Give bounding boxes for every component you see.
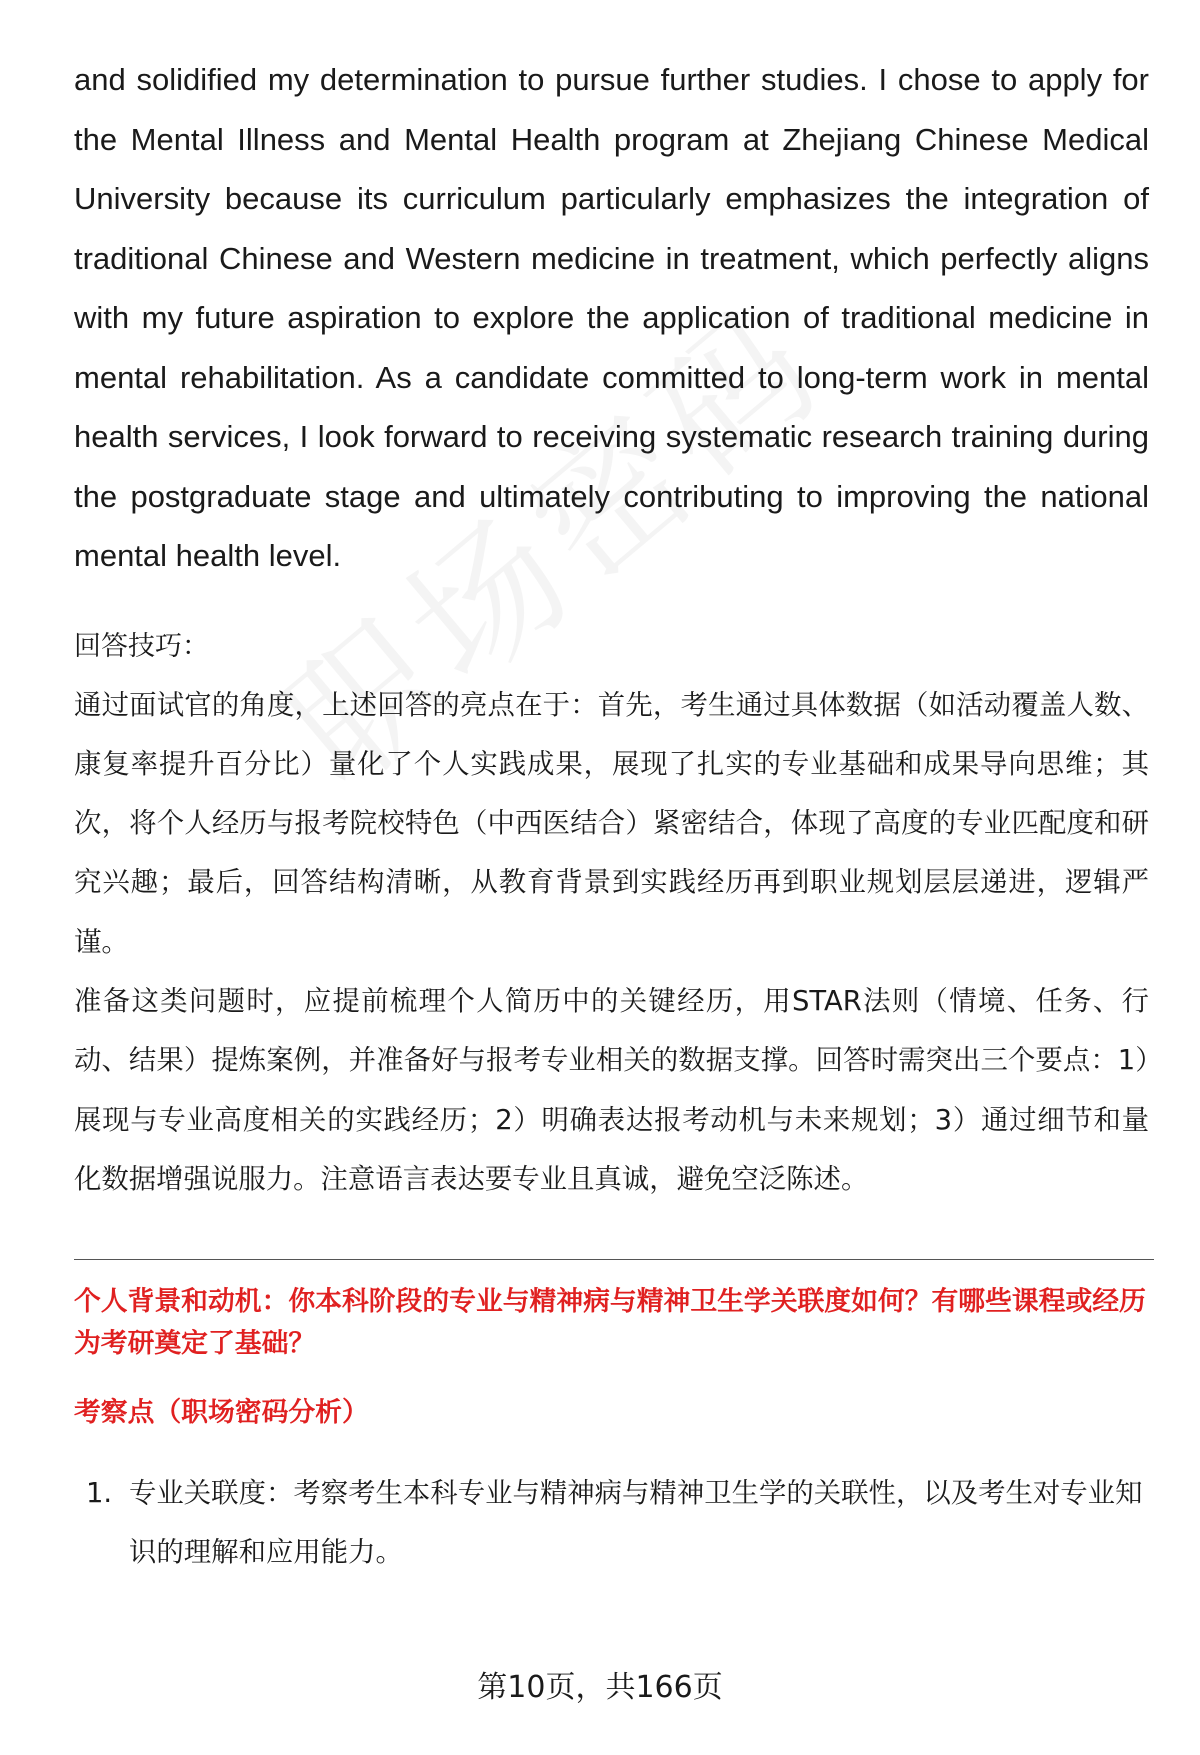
list-item-text: 专业关联度：考察考生本科专业与精神病与精神卫生学的关联性，以及考生对专业知识的理解和应用能力。 <box>129 1478 1143 1569</box>
focus-heading: 考察点（职场密码分析） <box>74 1397 369 1429</box>
page-number: 第10页，共166页 <box>477 1670 723 1705</box>
tips-paragraph-2: 准备这类问题时，应提前梳理个人简历中的关键经历，用STAR法则（情境、任务、行动、结果）提炼案例，并准备好与报考专业相关的数据支撑。回答时需突出三个要点：1）展现与专业高度相关的实践经历；2）明确表达报考动机与未来规划；3）通过细节和量化数据增强说服力。注意语言表达要专业且真诚，避免空泛陈述。 <box>74 985 1149 1195</box>
question-heading: 个人背景和动机：你本科阶段的专业与精神病与精神卫生学关联度如何？有哪些课程或经历为考研奠定了基础？ <box>74 1286 1146 1360</box>
focus-points-list <box>74 1464 1149 1582</box>
page-content <box>74 50 1149 1582</box>
tips-paragraph-1: 通过面试官的角度，上述回答的亮点在于：首先，考生通过具体数据（如活动覆盖人数、康复率提升百分比）量化了个人实践成果，展现了扎实的专业基础和成果导向思维；其次，将个人经历与报考院校特色（中西医结合）紧密结合，体现了高度的专业匹配度和研究兴趣；最后，回答结构清晰，从教育背景到实践经历再到职业规划层层递进，逻辑严谨。 <box>74 689 1149 958</box>
list-item-number: 1. <box>86 1478 113 1510</box>
english-paragraph: and solidified my determination to pursue further studies. I chose to apply for the Mental Illness and Mental Health program at Zhejiang Chinese Medical University because its curriculum particularly emphasizes the integration of traditional Chinese and Western medicine in treatment, which perfectly aligns with my future aspiration to explore the application of traditional medicine in mental rehabilitation. As a candidate committed to long-term work in mental health services, I look forward to receiving systematic research training during the postgraduate stage and ultimately contributing to improving the national mental health level. <box>74 62 1149 573</box>
tips-title: 回答技巧： <box>74 630 209 662</box>
section-divider <box>74 1259 1154 1260</box>
list-item <box>74 1464 1149 1582</box>
